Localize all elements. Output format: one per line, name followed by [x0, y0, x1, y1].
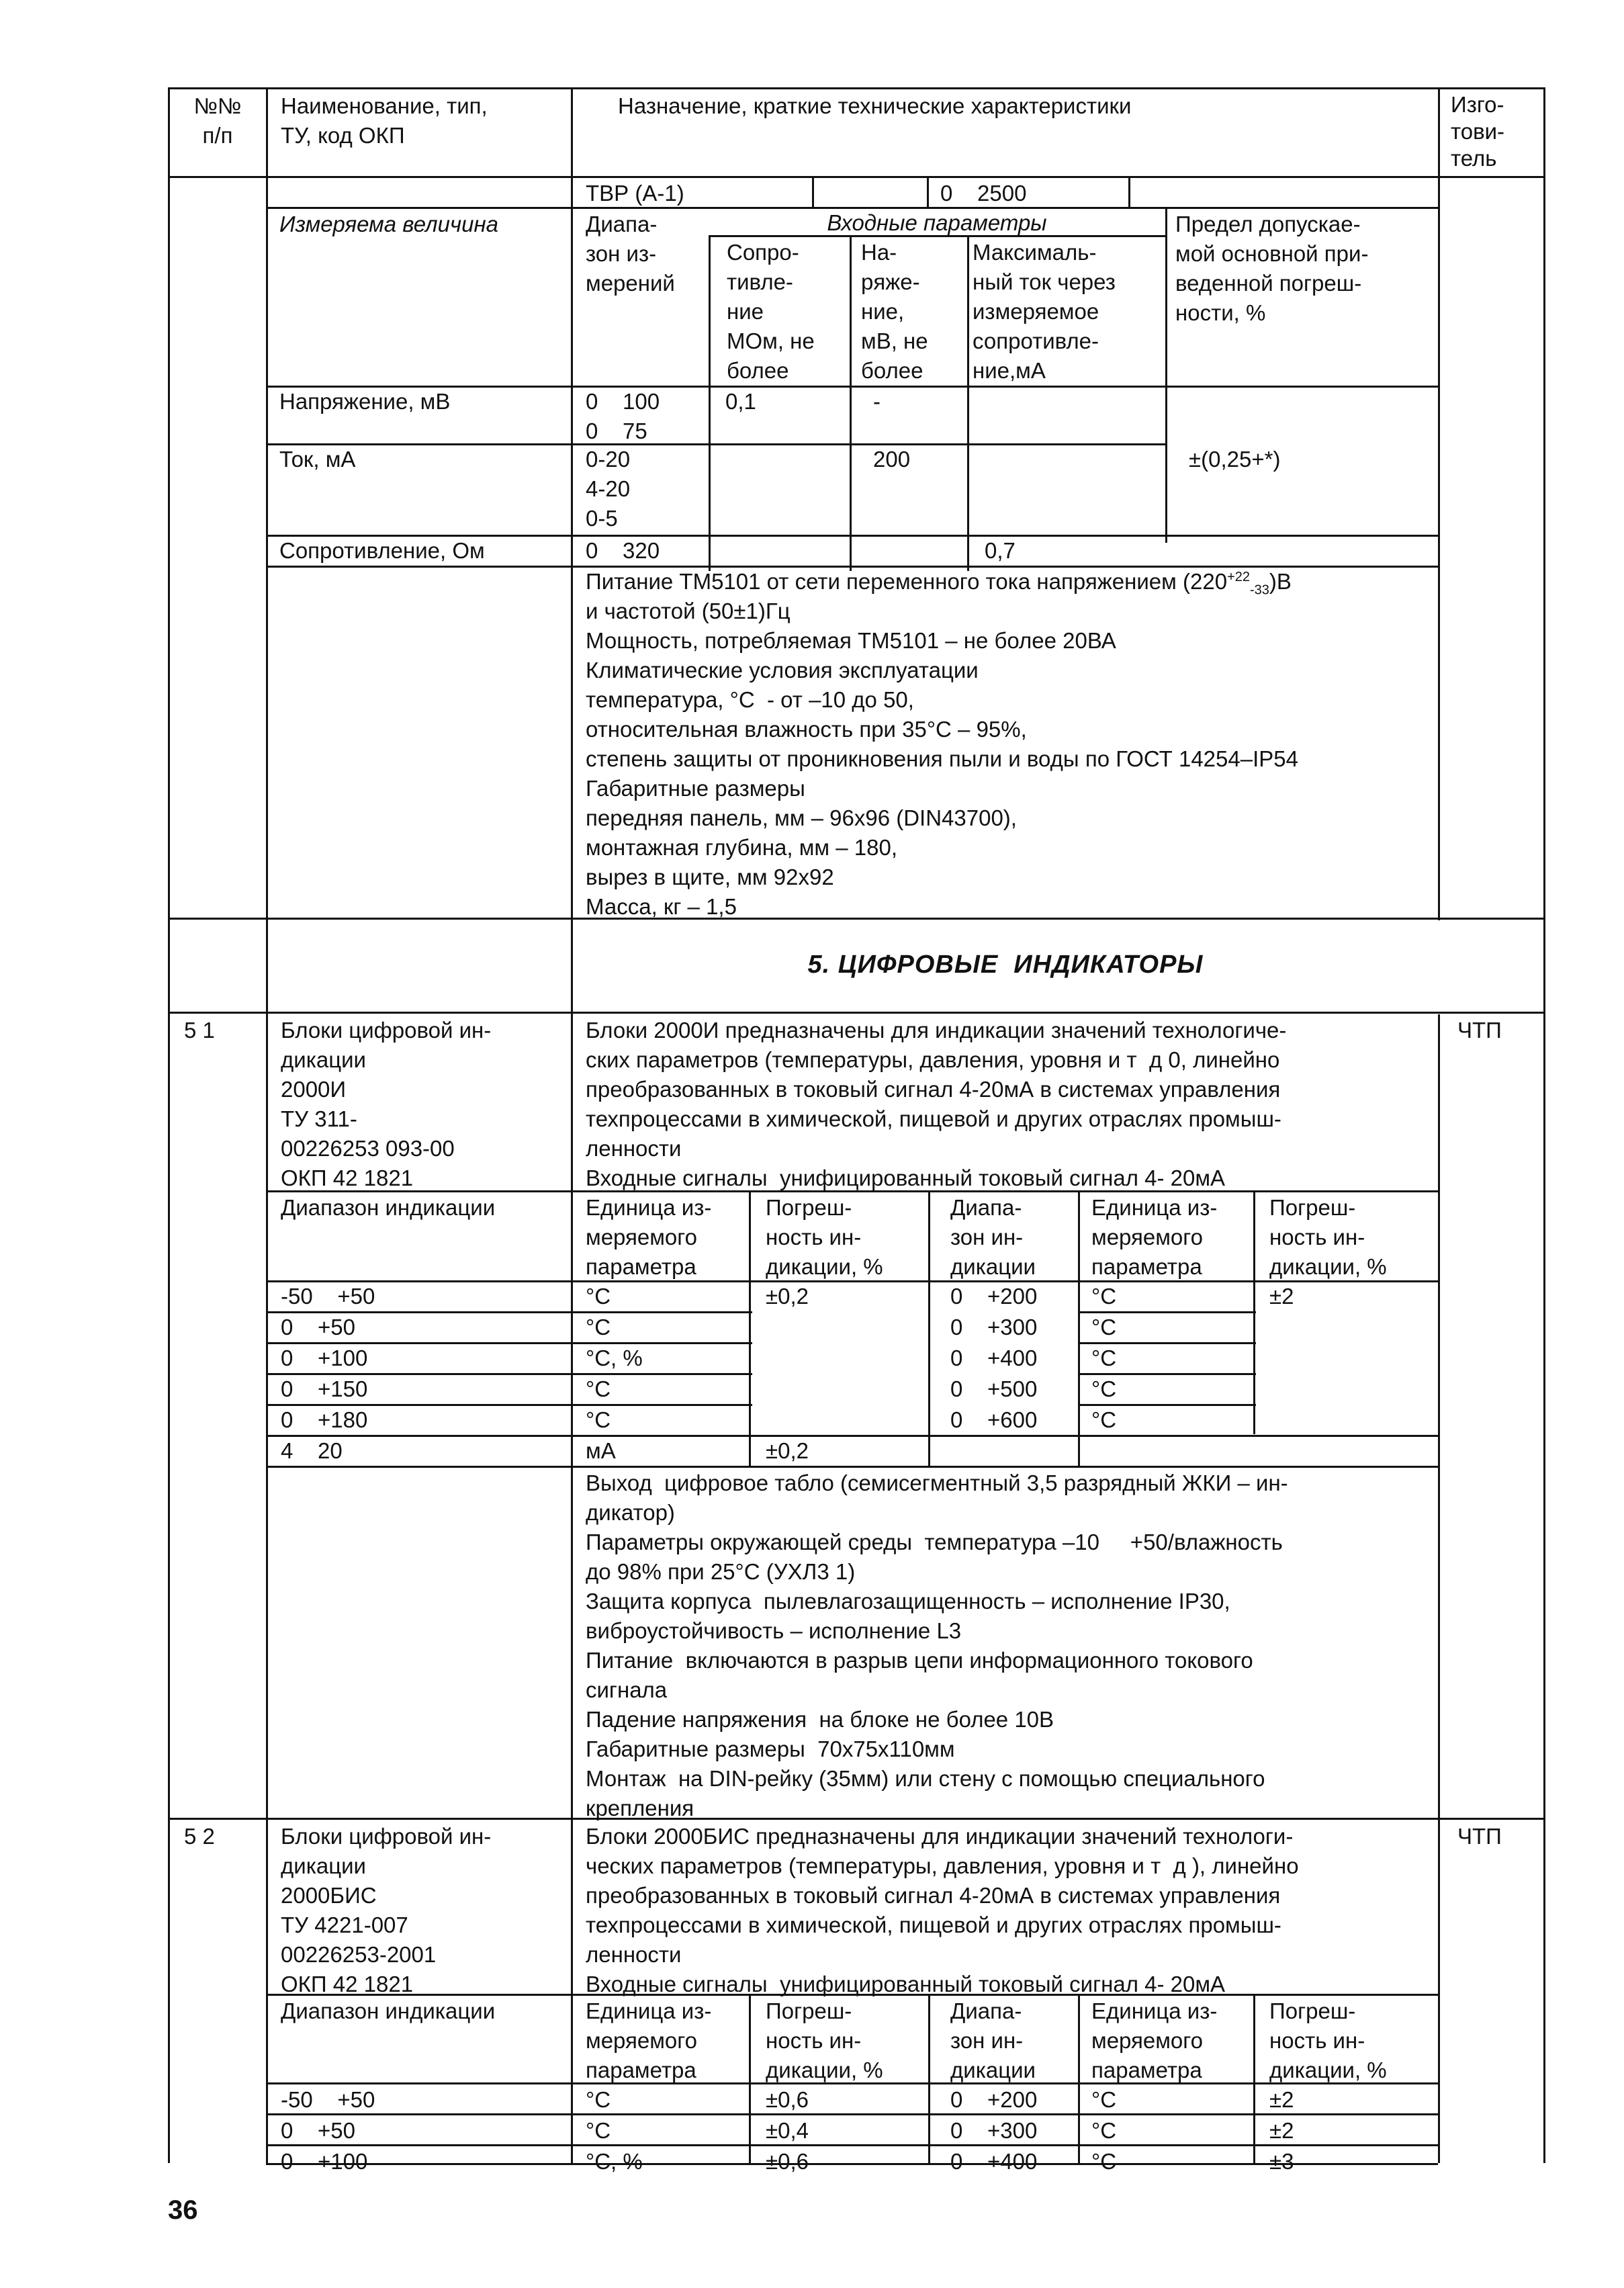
t1-r2-range: 0-20 4-20 0-5 — [586, 447, 631, 531]
tm-spec-line: вырез в щите, мм 92х92 — [586, 865, 834, 889]
header-num: №№ п/п — [193, 93, 242, 148]
i51-cell-range: 4 20 — [281, 1438, 343, 1463]
tm-spec-line: относительная влажность при 35°С – 95%, — [586, 717, 1027, 742]
i52-cell-error2: ±3 — [1269, 2149, 1294, 2174]
i52-cell-range: -50 +50 — [281, 2087, 375, 2112]
i51-cell-range: 0 +50 — [281, 1315, 356, 1339]
i51-cell-error: ±0,2 — [766, 1284, 809, 1309]
i51-col-error: Погреш- ность ин- дикации, % — [766, 1195, 883, 1279]
i51-cell-error: ±0,2 — [766, 1438, 809, 1463]
section-title: 5. ЦИФРОВЫЕ ИНДИКАТОРЫ — [807, 951, 1204, 979]
i52-col-error: Погреш- ность ин- дикации, % — [766, 1998, 883, 2082]
header-purpose: Назначение, краткие технические характеристики — [618, 93, 1132, 118]
i51-cell-error2: ±2 — [1269, 1284, 1294, 1309]
tm-power-sup: +22 — [1227, 570, 1251, 584]
i52-cell-unit: °С, % — [586, 2149, 643, 2174]
i52-desc: Блоки 2000БИС предназначены для индикации значений технологи- ческих параметров (температуры, давления, уровня и т д ), линейно преобразованных в токовый сигнал 4-20мА в системах управления техпроцессами в химической, пищевой и других отраслях промыш- ленности Входные сигналы унифицированный токовый сигнал 4- 20мА — [586, 1824, 1299, 1996]
i52-name: Блоки цифровой ин- дикации 2000БИС ТУ 4221-007 00226253-2001 ОКП 42 1821 — [281, 1824, 492, 1996]
i52-cell-error2: ±2 — [1269, 2118, 1294, 2143]
tvr-range: 0 2500 — [940, 181, 1027, 206]
i51-cell-range: 0 +150 — [281, 1376, 368, 1401]
i52-cell-range2: 0 +200 — [950, 2087, 1038, 2112]
tm-power-a: Питание ТМ5101 от сети переменного тока напряжением (220 — [586, 569, 1228, 594]
i51-cell-unit2: °С — [1091, 1346, 1117, 1370]
i51-cell-unit: °С — [586, 1376, 611, 1401]
t1-error-header: Предел допускае- мой основной при- веденной погреш- ности, % — [1175, 212, 1369, 325]
i51-name: Блоки цифровой ин- дикации 2000И ТУ 311- 00226253 093-00 ОКП 42 1821 — [281, 1018, 492, 1190]
tvr-model: ТВР (А-1) — [586, 181, 684, 206]
i52-cell-range: 0 +50 — [281, 2118, 356, 2143]
i51-cell-unit2: °С — [1091, 1284, 1117, 1309]
i52-cell-unit2: °С — [1091, 2149, 1117, 2174]
i52-cell-unit: °С — [586, 2118, 611, 2143]
i51-cell-range2: 0 +200 — [950, 1284, 1038, 1309]
tm-spec-line: Мощность, потребляемая ТМ5101 – не более 20ВА — [586, 628, 1116, 653]
i52-col-range: Диапазон индикации — [281, 1998, 496, 2023]
t1-resist-header: Сопро- тивле- ние МОм, не более — [727, 240, 815, 383]
i51-cell-unit2: °С — [1091, 1376, 1117, 1401]
i51-maker: ЧТП — [1457, 1018, 1502, 1043]
i51-desc: Блоки 2000И предназначены для индикации значений технологиче- ских параметров (температуры, давления, уровня и т д 0, линейно преобразованных в токовый сигнал 4-20мА в системах управления техпроцессами в химической, пищевой и других отраслях промыш- ленности Входные сигналы унифицированный токовый сигнал 4- 20мА — [586, 1018, 1287, 1190]
tm-power-b: )В — [1269, 569, 1292, 594]
i52-cell-error: ±0,4 — [766, 2118, 809, 2143]
tm-spec-line: Масса, кг – 1,5 — [586, 894, 737, 919]
t1-r3-current: 0,7 — [985, 538, 1016, 563]
t1-range-header: Диапа- зон из- мерений — [586, 212, 675, 296]
tm-spec-line: Габаритные размеры — [586, 776, 805, 801]
t1-r2-quantity: Ток, мА — [279, 447, 356, 472]
t1-voltage-header: На- pяже- ние, мВ, не более — [861, 240, 928, 383]
i52-col-error2: Погреш- ность ин- дикации, % — [1269, 1998, 1387, 2082]
t1-maxcurrent-header: Максималь- ный ток через измеряемое сопротивле- ние,мА — [973, 240, 1116, 383]
i51-col-unit2: Единица из- меряемого параметра — [1091, 1195, 1218, 1279]
i51-specs: Выход цифровое табло (семисегментный 3,5 разрядный ЖКИ – ин- дикатор) Параметры окружающей среды температура –10 +50/влажность до 98% при 25°С (УХЛ3 1) Защита корпуса пылевлагозащищенность – исполнение IP30, виброустойчивость – исполнение L3 Питание включаются в разрыв цепи информационного токового сигнала Падение напряжения на блоке не более 10В Габаритные размеры 70х75х110мм Монтаж на DIN-рейку (35мм) или стену с помощью специального крепления — [586, 1470, 1288, 1820]
t1-inputs-header: Входные параметры — [827, 210, 1047, 235]
i52-cell-error2: ±2 — [1269, 2087, 1294, 2112]
t1-r1-quantity: Напряжение, мВ — [279, 389, 451, 414]
t1-r1-voltage: - — [873, 389, 881, 414]
i51-cell-range: 0 +180 — [281, 1407, 368, 1432]
i52-maker: ЧТП — [1457, 1824, 1502, 1849]
i51-cell-range2: 0 +500 — [950, 1376, 1038, 1401]
tm-spec-line: и частотой (50±1)Гц — [586, 599, 791, 623]
i52-col-unit: Единица из- меряемого параметра — [586, 1998, 712, 2082]
i52-cell-unit: °С — [586, 2087, 611, 2112]
i52-num: 5 2 — [184, 1824, 215, 1849]
i52-col-range2: Диапа- зон ин- дикации — [950, 1998, 1036, 2082]
tm-power-sub: -33 — [1250, 582, 1269, 598]
i51-cell-unit2: °С — [1091, 1407, 1117, 1432]
i52-cell-error: ±0,6 — [766, 2087, 809, 2112]
i51-col-error2: Погреш- ность ин- дикации, % — [1269, 1195, 1387, 1279]
t1-r1-range: 0 100 0 75 — [586, 389, 660, 443]
i51-cell-unit: °С — [586, 1315, 611, 1339]
i52-cell-range: 0 +100 — [281, 2149, 368, 2174]
tm-spec-line: передняя панель, мм – 96х96 (DIN43700), — [586, 805, 1017, 830]
i52-cell-range2: 0 +400 — [950, 2149, 1038, 2174]
header-name: Наименование, тип, ТУ, код ОКП — [281, 93, 488, 148]
i52-cell-error: ±0,6 — [766, 2149, 809, 2174]
header-maker: Изго- тови- тель — [1451, 92, 1505, 171]
t1-r3-quantity: Сопротивление, Ом — [279, 538, 485, 563]
t1-r2-voltage: 200 — [873, 447, 911, 472]
i51-col-range2: Диапа- зон ин- дикации — [950, 1195, 1036, 1279]
i51-cell-unit: °С — [586, 1284, 611, 1309]
i52-col-unit2: Единица из- меряемого параметра — [1091, 1998, 1218, 2082]
tm-spec-line: монтажная глубина, мм – 180, — [586, 835, 898, 860]
i51-cell-range2: 0 +600 — [950, 1407, 1038, 1432]
i51-col-unit: Единица из- меряемого параметра — [586, 1195, 712, 1279]
tm-spec-line: Климатические условия эксплуатации — [586, 658, 979, 683]
i51-num: 5 1 — [184, 1018, 215, 1043]
page-number: 36 — [168, 2195, 198, 2225]
i51-cell-unit2: °С — [1091, 1315, 1117, 1339]
i52-cell-unit2: °С — [1091, 2087, 1117, 2112]
tm-spec-line: температура, °С - от –10 до 50, — [586, 687, 914, 712]
i51-cell-range2: 0 +300 — [950, 1315, 1038, 1339]
t1-r1-resist: 0,1 — [725, 389, 756, 414]
i51-cell-range: 0 +100 — [281, 1346, 368, 1370]
tm-power-line — [586, 567, 1292, 597]
tm-spec-line: степень защиты от проникновения пыли и воды по ГОСТ 14254–IP54 — [586, 746, 1298, 771]
i52-cell-range2: 0 +300 — [950, 2118, 1038, 2143]
i51-col-range: Диапазон индикации — [281, 1195, 496, 1220]
i51-cell-unit: мА — [586, 1438, 616, 1463]
i51-cell-range2: 0 +400 — [950, 1346, 1038, 1370]
i51-cell-range: -50 +50 — [281, 1284, 375, 1309]
t1-r3-range: 0 320 — [586, 538, 660, 563]
t1-quantity-header: Измеряема величина — [279, 212, 498, 236]
i51-cell-unit: °С — [586, 1407, 611, 1432]
i52-cell-unit2: °С — [1091, 2118, 1117, 2143]
i51-cell-unit: °С, % — [586, 1346, 643, 1370]
t1-r2-error: ±(0,25+*) — [1189, 447, 1281, 472]
